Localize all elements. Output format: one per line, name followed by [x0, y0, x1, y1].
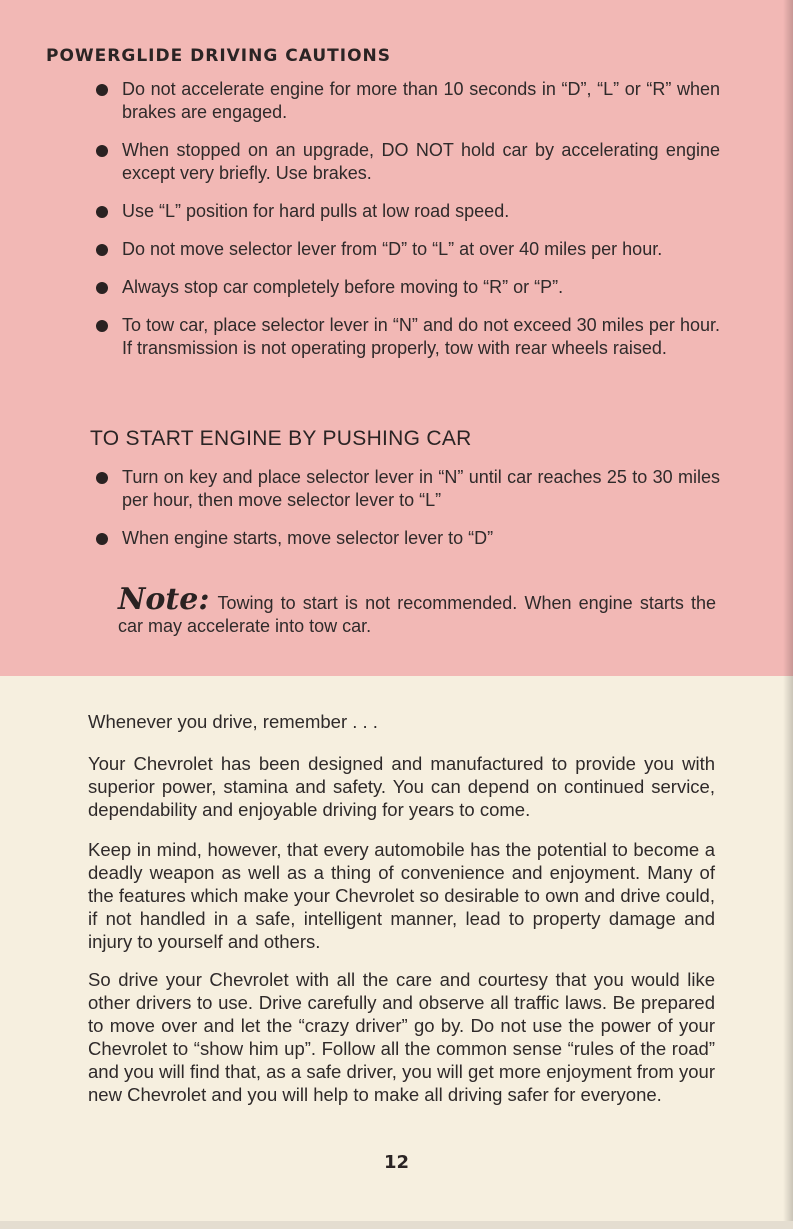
safety-paragraph: Keep in mind, however, that every automobile has the potential to become a deadly weapon as well as a thing of convenience and enjoyment. Many of the features which make your Chevrolet so desirable to own and drive could, if not handled in a safe, intelligent manner, lead to property damage and injury to yourself and others.: [88, 839, 715, 952]
list-item: [96, 200, 720, 223]
list-item: [96, 527, 720, 550]
towing-note: [118, 582, 716, 638]
note-text: Towing to start is not recommended. When engine starts the car may accelerate into tow car.: [118, 593, 716, 636]
page-number: 12: [383, 1152, 410, 1173]
bullet-icon: [96, 472, 108, 484]
list-item-text: To tow car, place selector lever in “N” and do not exceed 30 miles per hour. If transmission is not operating properly, tow with rear wheels raised.: [122, 315, 720, 358]
bullet-icon: [96, 282, 108, 294]
list-item: [96, 314, 720, 360]
bullet-icon: [96, 84, 108, 96]
safety-paragraph: So drive your Chevrolet with all the care and courtesy that you would like other drivers to use. Drive carefully and observe all traffic laws. Be prepared to move over and let the “crazy driver” go by. Do not use the power of your Chevrolet to “show him up”. Follow all the common sense “rules of the road” and you will find that, as a safe driver, you will get more enjoyment from your new Chevrolet and you will help to make all driving safer for everyone.: [88, 969, 715, 1105]
bullet-icon: [96, 244, 108, 256]
list-item: [96, 238, 720, 261]
bullet-icon: [96, 206, 108, 218]
list-item: [96, 466, 720, 512]
safety-paragraph: Your Chevrolet has been designed and manufactured to provide you with superior power, stamina and safety. You can depend on continued service, dependability and enjoyable driving for years to come.: [88, 753, 715, 820]
page-bottom-edge: [0, 1221, 793, 1229]
bullet-icon: [96, 145, 108, 157]
list-item-text: Always stop car completely before moving to “R” or “P”.: [122, 277, 564, 297]
list-item-text: Do not accelerate engine for more than 10 seconds in “D”, “L” or “R” when brakes are engaged.: [122, 79, 720, 122]
list-item: [96, 276, 720, 299]
list-item-text: Use “L” position for hard pulls at low road speed.: [122, 201, 510, 221]
start-engine-heading: TO START ENGINE BY PUSHING CAR: [90, 427, 472, 450]
binding-shadow: [783, 0, 793, 1229]
list-item-text: Do not move selector lever from “D” to “L” at over 40 miles per hour.: [122, 239, 663, 259]
start-engine-list: [96, 466, 720, 565]
powerglide-cautions-heading: POWERGLIDE DRIVING CAUTIONS: [46, 46, 391, 66]
bullet-icon: [96, 320, 108, 332]
list-item-text: When stopped on an upgrade, DO NOT hold car by accelerating engine except very briefly. Use brakes.: [122, 140, 720, 183]
list-item-text: Turn on key and place selector lever in “N” until car reaches 25 to 30 miles per hour, then move selector lever to “L”: [122, 467, 720, 510]
powerglide-cautions-list: [96, 78, 720, 375]
safety-intro: Whenever you drive, remember . . .: [88, 711, 378, 732]
list-item: [96, 139, 720, 185]
list-item: [96, 78, 720, 124]
note-label: Note:: [118, 582, 210, 617]
list-item-text: When engine starts, move selector lever to “D”: [122, 528, 494, 548]
bullet-icon: [96, 533, 108, 545]
